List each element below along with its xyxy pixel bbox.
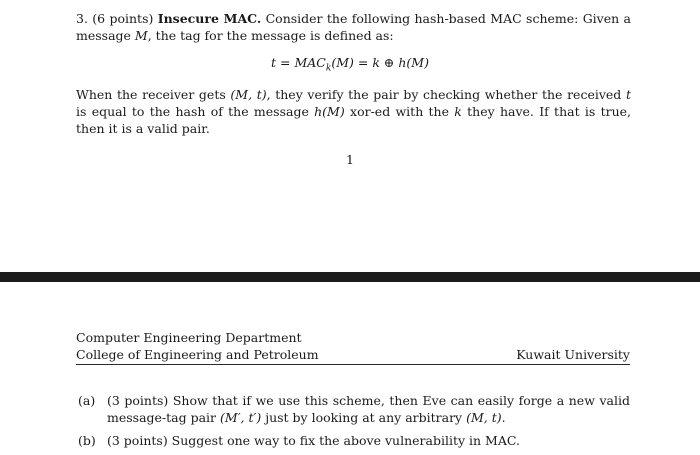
formula-args: (M)	[331, 55, 354, 70]
formula-t: t	[271, 55, 277, 70]
problem-intro: Consider the following hash-based MAC scheme: Given a message	[76, 11, 631, 43]
part-b-text: (3 points) Suggest one way to fix the above vulnerability in MAC.	[107, 433, 520, 448]
formula-xor: ⊕	[379, 55, 399, 70]
problem-statement	[76, 10, 631, 44]
part-a-text: (3 points) Show that if we use this scheme, then Eve can easily forge a new valid message-tag pair	[107, 393, 630, 425]
body-text-2: , they verify the pair by checking whether the received	[266, 87, 626, 102]
mac-formula	[0, 55, 700, 74]
problem-title: Insecure MAC.	[157, 11, 262, 26]
math-hm: h(M)	[314, 104, 345, 119]
math-m: M	[134, 28, 148, 43]
math-forged-pair: (M′, t′)	[220, 410, 262, 425]
body-text-4: xor-ed with the	[344, 104, 455, 119]
body-text-1: When the receiver gets	[76, 87, 231, 102]
part-a	[78, 392, 630, 426]
formula-h: h	[398, 55, 407, 70]
part-label: (a)	[78, 393, 96, 408]
department-name: Computer Engineering Department	[76, 330, 302, 345]
university-name: Kuwait University	[516, 347, 630, 362]
body-text-5: they have. If that is true, then it is a valid pair.	[76, 104, 631, 136]
part-b	[78, 432, 630, 449]
page-header-left	[76, 329, 319, 363]
part-a-text-3: .	[501, 410, 506, 425]
math-k: k	[454, 104, 462, 119]
part-label: (b)	[78, 433, 96, 448]
formula-hargs: (M)	[406, 55, 429, 70]
page-number: 1	[346, 152, 354, 167]
problem-points: (6 points)	[92, 11, 154, 26]
header-rule	[76, 364, 630, 365]
formula-equals: =	[276, 55, 295, 70]
formula-sub-k: k	[325, 63, 332, 74]
math-t: t	[625, 87, 631, 102]
problem-body	[76, 86, 631, 137]
part-a-text-2: just by looking at any arbitrary	[261, 410, 467, 425]
formula-mac: MAC	[294, 55, 326, 70]
problem-intro-cont: , the tag for the message is defined as:	[147, 28, 394, 43]
sub-questions	[78, 392, 630, 455]
body-text-3: is equal to the hash of the message	[76, 104, 315, 119]
formula-equals-2: =	[353, 55, 373, 70]
page-divider	[0, 272, 700, 282]
math-arbitrary-pair: (M, t)	[466, 410, 502, 425]
problem-number: 3.	[76, 11, 88, 26]
math-pair: (M, t)	[230, 87, 267, 102]
college-name: College of Engineering and Petroleum	[76, 347, 319, 362]
page-two	[0, 282, 700, 455]
formula-k: k	[372, 55, 380, 70]
